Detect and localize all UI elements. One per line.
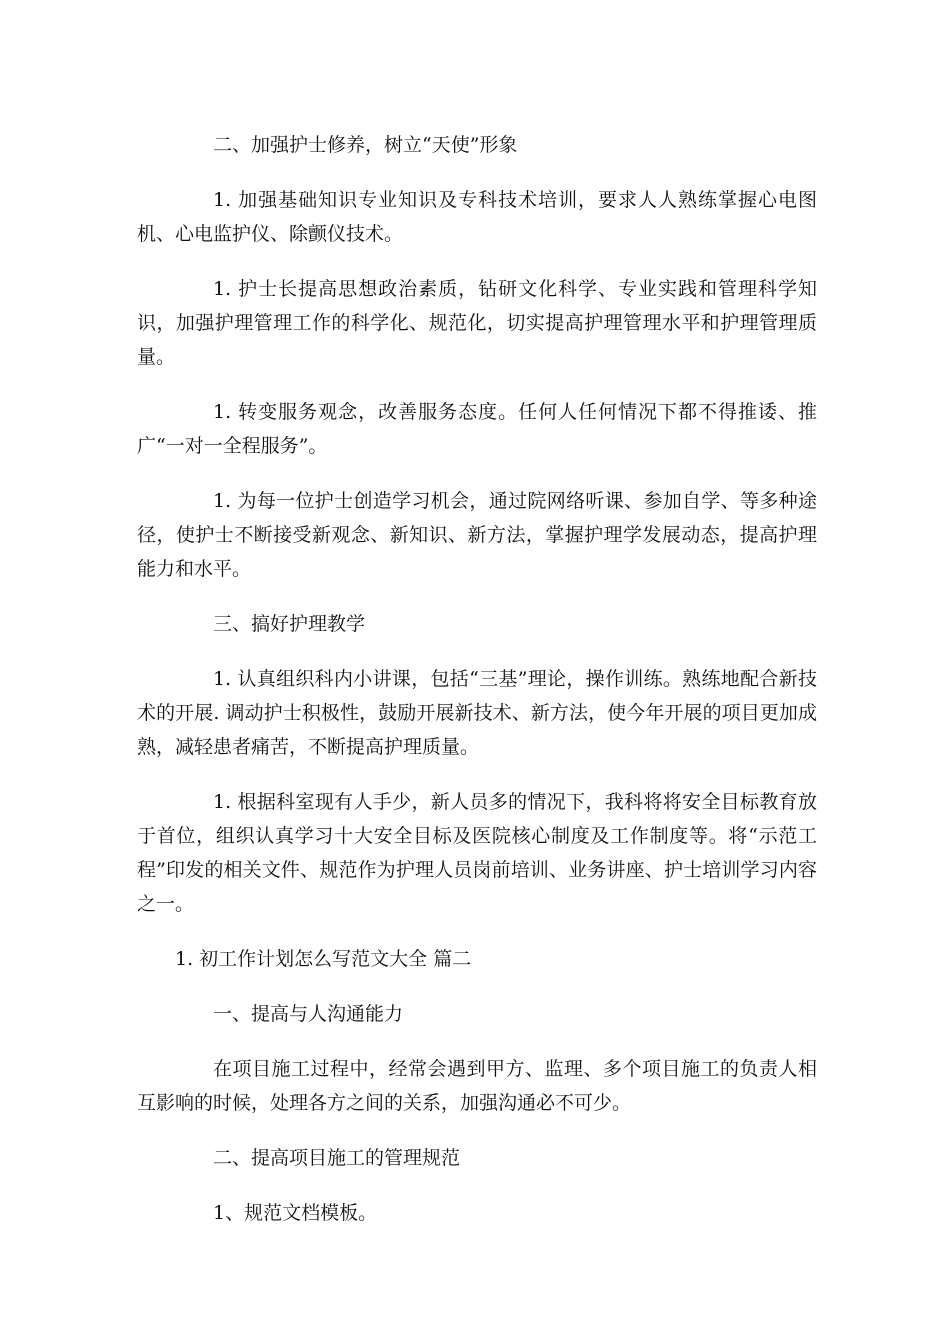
paragraph-head-nurse: 1. 护士长提高思想政治素质，钻研文化科学、专业实践和管理科学知识，加强护理管理工作的科学化、规范化，切实提高护理管理水平和护理管理质量。 (137, 278, 817, 368)
section-heading-nursing-cultivation: 二、加强护士修养，树立“天使”形象 (213, 134, 518, 156)
paragraph-safety-goals: 1. 根据科室现有人手少，新人员多的情况下，我科将将安全目标教育放于首位，组织认真学习十大安全目标及医院核心制度及工作制度等。将“示范工程”印发的相关文件、规范作为护理人员岗前培训、业务讲座、护士培训学习内容之一。 (137, 791, 817, 915)
section-heading-management-standards: 二、提高项目施工的管理规范 (213, 1147, 461, 1169)
paragraph-service-attitude: 1. 转变服务观念，改善服务态度。任何人任何情况下都不得推诿、推广“一对一全程服务”。 (137, 401, 817, 457)
paragraph-learning-opportunities: 1. 为每一位护士创造学习机会，通过院网络听课、参加自学、等多种途径，使护士不断接受新观念、新知识、新方法，掌握护理学发展动态，提高护理能力和水平。 (137, 490, 817, 580)
document-body (137, 128, 817, 1251)
section-heading-nursing-teaching: 三、搞好护理教学 (213, 613, 366, 635)
paragraph-basic-training: 1. 加强基础知识专业知识及专科技术培训，要求人人熟练掌握心电图机、心电监护仪、除颤仪技术。 (137, 189, 817, 245)
section-heading-communication: 一、提高与人沟通能力 (213, 1003, 404, 1025)
paragraph-project-construction: 在项目施工过程中，经常会遇到甲方、监理、多个项目施工的负责人相互影响的时候，处理各方之间的关系，加强沟通必不可少。 (137, 1058, 817, 1114)
paragraph-document-templates: 1、规范文档模板。 (213, 1202, 378, 1224)
paragraph-lectures: 1. 认真组织科内小讲课，包括“三基”理论，操作训练。熟练地配合新技术的开展. 调动护士积极性，鼓励开展新技术、新方法，使今年开展的项目更加成熟，减轻患者痛苦，不断提高护理质量。 (137, 668, 817, 758)
article-heading-part-two: 1. 初工作计划怎么写范文大全 篇二 (175, 948, 472, 970)
